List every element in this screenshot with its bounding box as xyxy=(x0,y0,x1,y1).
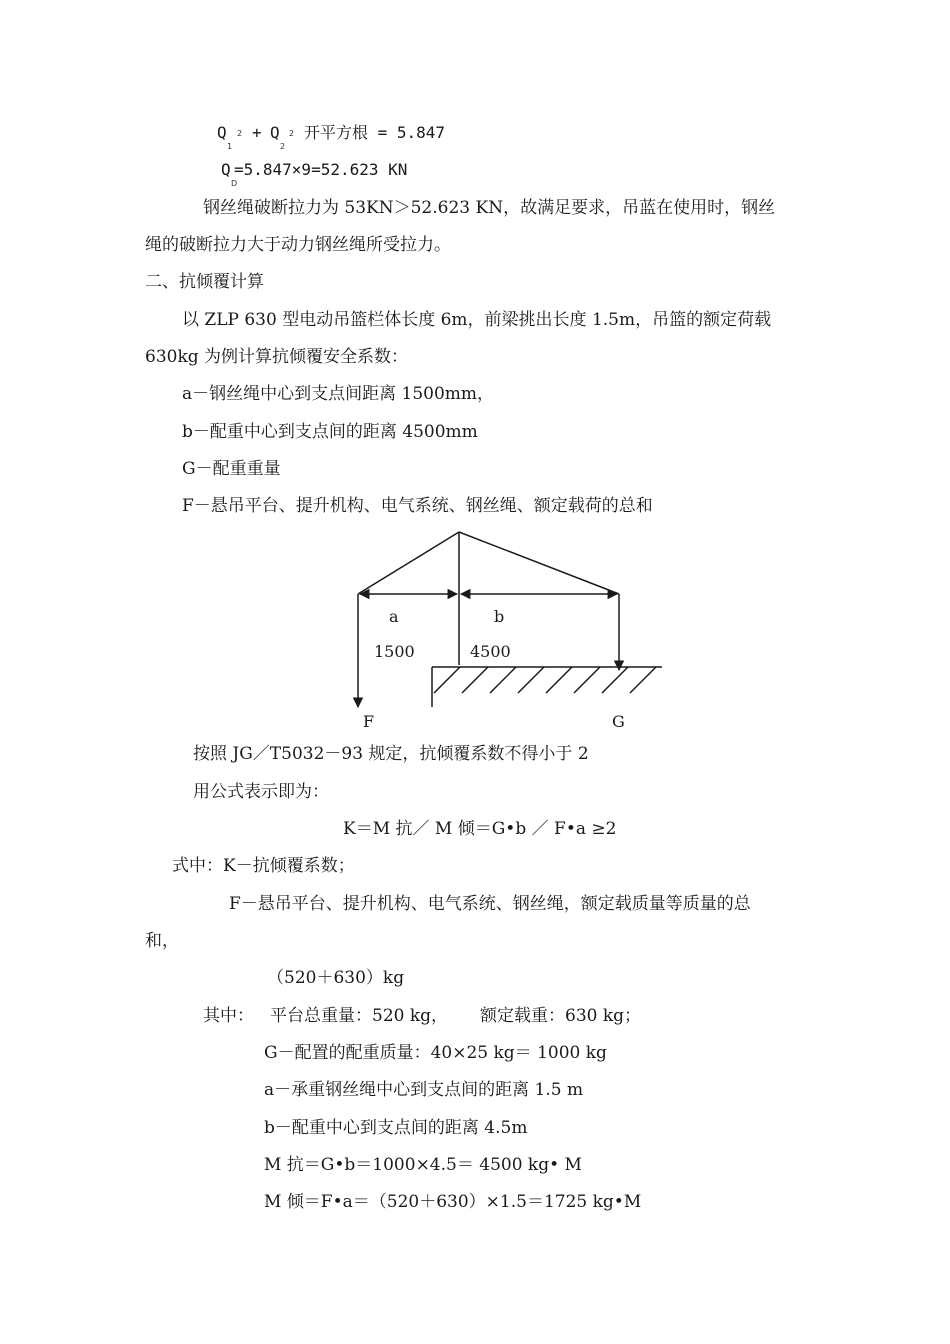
diagram-value-b: 4500 xyxy=(470,642,511,661)
q1-subscript: 1 xyxy=(227,142,233,151)
frame-right-diagonal xyxy=(459,532,619,594)
g-detail: G－配置的配重质量：40×25 kg＝ 1000 kg xyxy=(264,1043,607,1063)
q1-symbol: Q xyxy=(217,123,227,142)
paragraph2-line1: 以 ZLP 630 型电动吊篮栏体长度 6m，前梁挑出长度 1.5m，吊篮的额定荷载 xyxy=(182,310,772,330)
m-qing-detail: M 倾＝F•a＝（520＋630）×1.5＝1725 kg•M xyxy=(264,1192,642,1212)
paragraph2-line2: 630kg 为例计算抗倾覆安全系数： xyxy=(145,347,409,367)
sqrt-result: 开平方根 = 5.847 xyxy=(304,123,446,142)
ground-hatching xyxy=(434,667,656,693)
formula-intro: 用公式表示即为： xyxy=(193,782,329,802)
f-definition-line1: F－悬吊平台、提升机构、电气系统、钢丝绳，额定载质量等质量的总 xyxy=(229,894,751,914)
diagram-label-f: F xyxy=(363,712,375,731)
f-value: （520＋630）kg xyxy=(267,968,405,988)
where-line: 式中：K－抗倾覆系数； xyxy=(172,856,355,876)
paragraph1-line2: 绳的破断拉力大于动力钢丝绳所受拉力。 xyxy=(145,235,451,255)
q2-subscript: 2 xyxy=(280,142,286,151)
definition-f: F－悬吊平台、提升机构、电气系统、钢丝绳、额定载荷的总和 xyxy=(182,496,653,516)
diagram-label-b: b xyxy=(494,607,505,626)
q2-superscript: 2 xyxy=(289,129,295,138)
rule-line: 按照 JG／T5032－93 规定，抗倾覆系数不得小于 2 xyxy=(193,744,589,764)
section-title: 二、抗倾覆计算 xyxy=(145,272,264,292)
main-formula: K＝M 抗／ M 倾＝G•b ／ F•a ≥2 xyxy=(343,819,617,839)
qizhong-label: 其中： xyxy=(203,1006,254,1026)
definition-g: G－配重重量 xyxy=(182,459,281,479)
rated-load: 额定载重：630 kg； xyxy=(480,1006,642,1026)
qd-result: =5.847×9=52.623 KN xyxy=(234,160,408,179)
lever-diagram xyxy=(0,520,950,750)
frame-left-diagonal xyxy=(358,532,459,594)
definition-a: a－钢丝绳中心到支点间距离 1500mm， xyxy=(182,384,495,404)
m-kang-detail: M 抗＝G•b＝1000×4.5＝ 4500 kg• M xyxy=(264,1155,582,1175)
paragraph1-line1: 钢丝绳破断拉力为 53KN＞52.623 KN，故满足要求，吊蓝在使用时，钢丝 xyxy=(203,198,776,218)
platform-weight: 平台总重量：520 kg， xyxy=(270,1006,449,1026)
f-definition-line2: 和， xyxy=(145,931,179,951)
plus-sign: + xyxy=(252,123,262,142)
diagram-value-a: 1500 xyxy=(374,642,415,661)
q1-superscript: 2 xyxy=(237,129,243,138)
diagram-label-g: G xyxy=(612,712,625,731)
diagram-label-a: a xyxy=(389,607,399,626)
q2-symbol: Q xyxy=(270,123,280,142)
b-detail: b－配重中心到支点间的距离 4.5m xyxy=(264,1118,528,1138)
qd-symbol: Q xyxy=(221,160,231,179)
definition-b: b－配重中心到支点间的距离 4500mm xyxy=(182,422,478,442)
qd-subscript: D xyxy=(231,179,238,188)
a-detail: a－承重钢丝绳中心到支点间的距离 1.5 m xyxy=(264,1080,584,1100)
